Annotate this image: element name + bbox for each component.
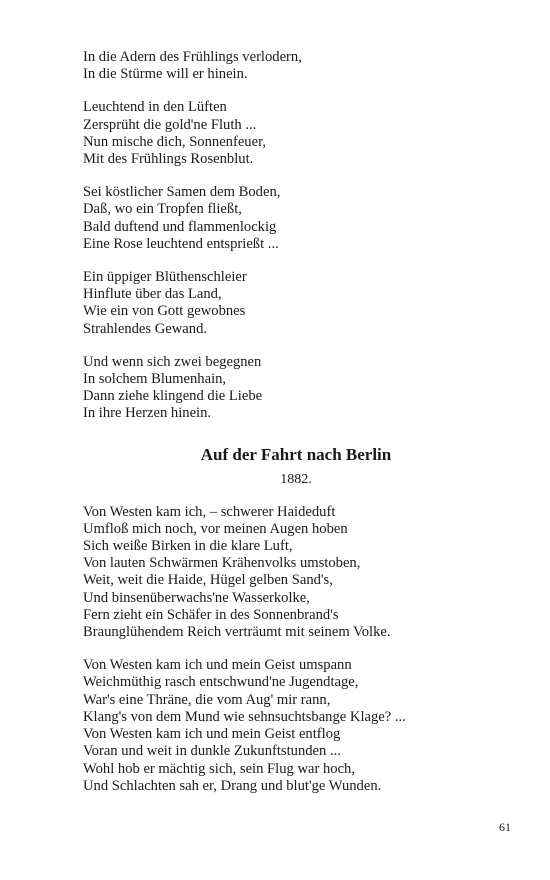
poem-body — [83, 504, 513, 795]
stanza — [83, 354, 513, 423]
verse-line: Weit, weit die Haide, Hügel gelben Sand's, — [83, 572, 333, 589]
verse-line: Daß, wo ein Tropfen fließt, — [83, 201, 242, 218]
verse-line: Sich weiße Birken in die klare Luft, — [83, 538, 293, 555]
stanza — [83, 657, 513, 795]
verse-line: Fern zieht ein Schäfer in des Sonnenbrand's — [83, 606, 339, 623]
verse-line: Strahlendes Gewand. — [83, 320, 208, 337]
verse-line: In solchem Blumenhain, — [83, 371, 227, 388]
verse-line: Ein üppiger Blüthenschleier — [83, 269, 247, 286]
verse-line: Dann ziehe klingend die Liebe — [83, 388, 263, 405]
verse-line: Bald duftend und flammenlockig — [83, 218, 277, 235]
verse-line: Klang's von dem Mund wie sehnsuchtsbange Klage? ... — [83, 708, 406, 725]
poem-title: Auf der Fahrt nach Berlin — [200, 444, 392, 464]
poem-year: 1882. — [280, 471, 312, 487]
verse-line: Und binsenüberwachs'ne Wasserkolke, — [83, 589, 310, 606]
verse-line: Zersprüht die gold'ne Fluth ... — [83, 116, 257, 133]
page-number: 61 — [499, 820, 511, 834]
verse-line: War's eine Thräne, die vom Aug' mir rann, — [83, 691, 331, 708]
verse-line: Sei köstlicher Samen dem Boden, — [83, 184, 281, 201]
verse-line: Von Westen kam ich und mein Geist entflog — [83, 726, 341, 743]
stanza — [83, 184, 513, 253]
stanza — [83, 99, 513, 168]
verse-line: Leuchtend in den Lüften — [83, 99, 227, 116]
verse-line: Voran und weit in dunkle Zukunftstunden ... — [83, 743, 341, 760]
verse-line: Weichmüthig rasch entschwund'ne Jugendtage, — [83, 674, 359, 691]
stanza — [83, 49, 513, 83]
verse-line: Umfloß mich noch, vor meinen Augen hoben — [83, 520, 348, 537]
verse-line: Und wenn sich zwei begegnen — [83, 353, 262, 370]
verse-line: Wie ein von Gott gewobnes — [83, 303, 246, 320]
verse-line: Wohl hob er mächtig sich, sein Flug war hoch, — [83, 760, 356, 777]
verse-line: Und Schlachten sah er, Drang und blut'ge Wunden. — [83, 777, 382, 794]
verse-line: Eine Rose leuchtend entsprießt ... — [83, 235, 279, 252]
verse-line: Braunglühendem Reich verträumt mit seinem Volke. — [83, 624, 391, 641]
verse-line: In die Stürme will er hinein. — [83, 66, 248, 83]
verse-line: Von Westen kam ich und mein Geist umspann — [83, 657, 352, 674]
poem-continuation — [83, 49, 513, 423]
verse-line: Hinflute über das Land, — [83, 286, 222, 303]
verse-line: In ihre Herzen hinein. — [83, 405, 212, 422]
stanza — [83, 504, 513, 642]
verse-line: Von lauten Schwärmen Krähenvolks umstoben, — [83, 555, 361, 572]
verse-line: Von Westen kam ich, – schwerer Haideduft — [83, 503, 336, 520]
verse-line: Nun mische dich, Sonnenfeuer, — [83, 133, 267, 150]
stanza — [83, 269, 513, 338]
verse-line: Mit des Frühlings Rosenblut. — [83, 151, 254, 168]
page-text — [83, 49, 513, 811]
verse-line: In die Adern des Frühlings verlodern, — [83, 49, 302, 65]
